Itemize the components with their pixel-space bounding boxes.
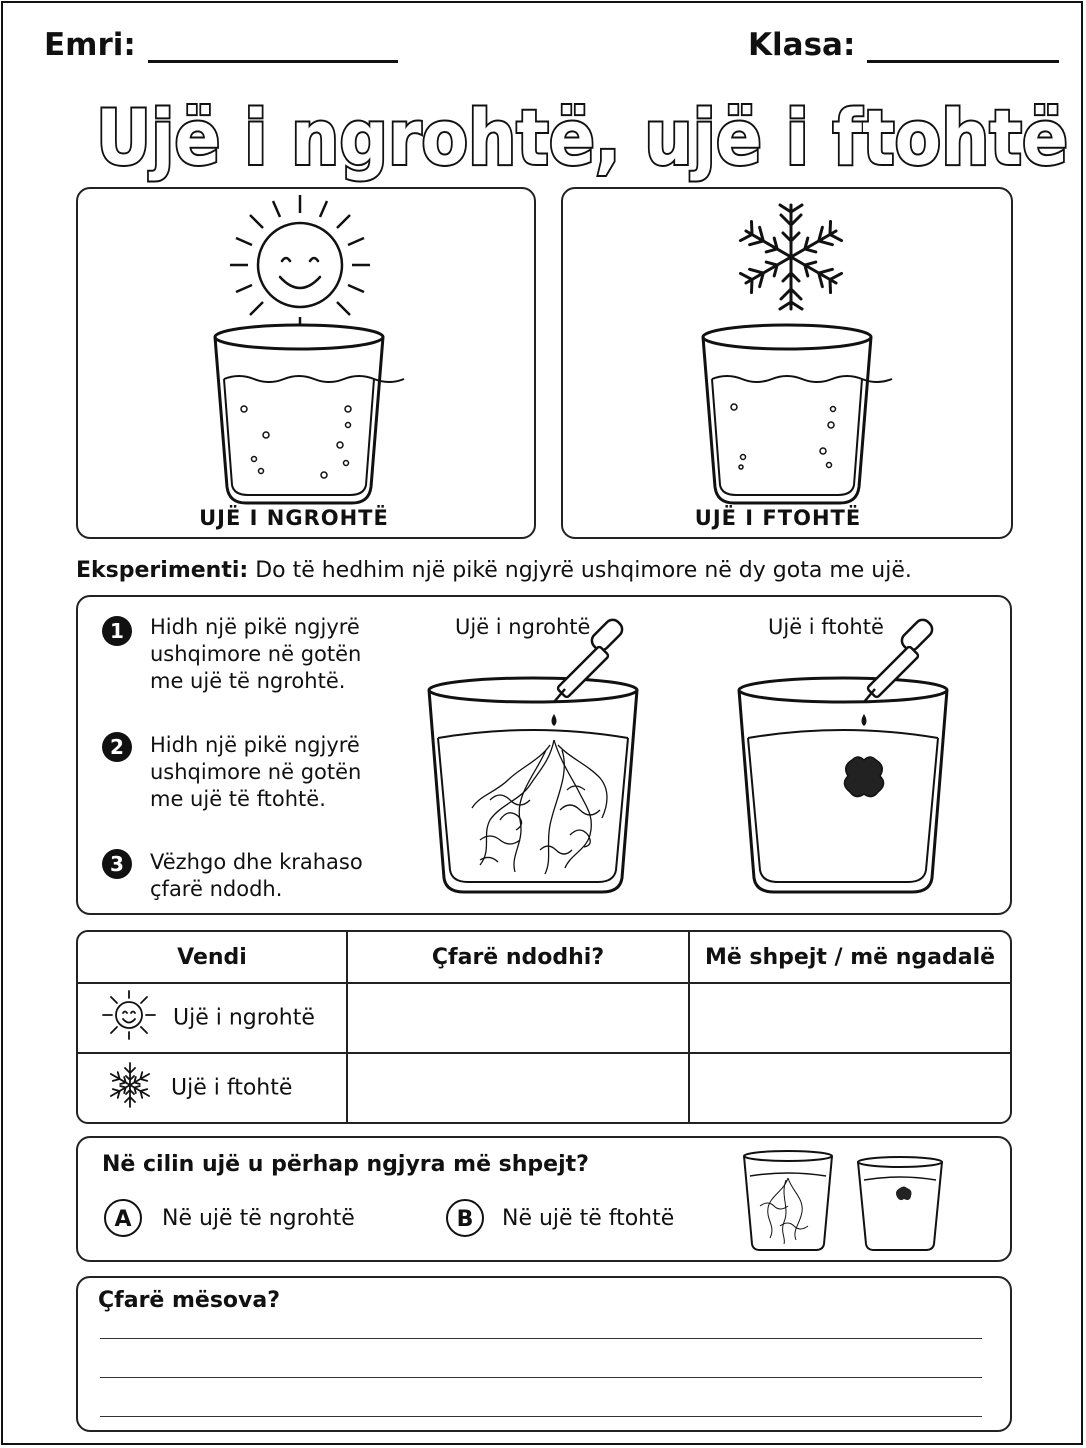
table-cell-speed[interactable]: [690, 1054, 1010, 1122]
table-row: [78, 1054, 1010, 1122]
experiment-heading: Eksperimenti:: [76, 558, 249, 583]
answer-line-1[interactable]: [100, 1338, 982, 1339]
observation-table: [76, 930, 1012, 1124]
cold-caption: UJË I FTOHTË: [694, 506, 862, 530]
experiment-illustration: [420, 610, 1000, 906]
class-label: Klasa:: [748, 27, 856, 63]
experiment-intro: [76, 558, 912, 583]
option-b-text[interactable]: Në ujë të ftohtë: [502, 1206, 675, 1231]
step-3-number: 3: [102, 849, 132, 879]
table-cell-place: [78, 1054, 348, 1122]
table-cell-place: [78, 984, 348, 1054]
table-header-row: [78, 932, 1010, 984]
comparison-glasses-illustration: [740, 1146, 950, 1256]
cold-glass-icon: [703, 325, 892, 503]
name-label: Emri:: [44, 27, 136, 63]
step-1-text: Hidh një pikë ngjyrë ushqimore në gotën me ujë të ngrohtë.: [150, 615, 362, 693]
cold-drop-icon: [862, 714, 867, 726]
table-row-label: Ujë i ngrohtë: [173, 1005, 315, 1031]
sun-icon: [230, 195, 370, 335]
cold-glass-illustration: [561, 187, 1013, 539]
table-row-label: Ujë i ftohtë: [171, 1075, 293, 1101]
option-a-circle[interactable]: A: [104, 1199, 142, 1237]
title-text: Ujë i ngrohtë, ujë i ftohtë: [96, 93, 1068, 182]
sun-icon: [99, 990, 159, 1046]
experiment-description: Do të hedhim një pikë ngjyrë ushqimore në dy gota me ujë.: [255, 558, 912, 583]
warm-experiment-glass-icon: [429, 678, 637, 892]
warm-glass-icon: [215, 325, 404, 503]
class-line[interactable]: [867, 26, 1059, 63]
snowflake-icon: [740, 205, 841, 309]
name-line[interactable]: [148, 26, 398, 63]
table-header-what-happened: Çfarë ndodhi?: [348, 932, 690, 984]
experiment-cold-label: Ujë i ftohtë: [768, 615, 884, 639]
page-title: [86, 86, 1076, 186]
learned-heading: Çfarë mësova?: [98, 1288, 280, 1313]
table-row: [78, 984, 1010, 1054]
step-2-text: Hidh një pikë ngjyrë ushqimore në gotën me ujë të ftohtë.: [150, 733, 362, 811]
table-cell-what-happened[interactable]: [348, 1054, 690, 1122]
cold-dye-blob: [844, 757, 883, 797]
warm-glass-illustration: [76, 187, 536, 539]
question-text: Në cilin ujë u përhap ngjyra më shpejt?: [102, 1152, 589, 1177]
cold-bubbles: [731, 404, 836, 469]
option-a-text[interactable]: Në ujë të ngrohtë: [162, 1206, 355, 1231]
step-1-number: 1: [102, 616, 132, 646]
name-field[interactable]: [44, 26, 398, 63]
answer-line-2[interactable]: [100, 1377, 982, 1378]
step-3-text: Vëzhgo dhe krahaso çfarë ndodh.: [150, 850, 363, 901]
small-cold-dye: [896, 1187, 912, 1201]
small-warm-dye: [760, 1178, 808, 1244]
table-cell-what-happened[interactable]: [348, 984, 690, 1054]
table-header-speed: Më shpejt / më ngadalë: [690, 932, 1010, 984]
class-field[interactable]: [748, 26, 1059, 63]
warm-drop-icon: [552, 714, 557, 726]
warm-bubbles: [241, 406, 351, 478]
warm-caption: UJË I NGROHTË: [199, 506, 389, 530]
snowflake-icon: [103, 1058, 157, 1118]
warm-dye-swirl: [472, 740, 607, 874]
small-warm-glass-icon: [744, 1151, 832, 1250]
cold-experiment-glass-icon: [739, 678, 947, 892]
option-b-circle[interactable]: B: [446, 1199, 484, 1237]
table-cell-speed[interactable]: [690, 984, 1010, 1054]
step-2-number: 2: [102, 732, 132, 762]
answer-line-3[interactable]: [100, 1416, 982, 1417]
experiment-warm-label: Ujë i ngrohtë: [455, 615, 591, 639]
table-header-place: Vendi: [78, 932, 348, 984]
small-cold-glass-icon: [858, 1157, 942, 1250]
